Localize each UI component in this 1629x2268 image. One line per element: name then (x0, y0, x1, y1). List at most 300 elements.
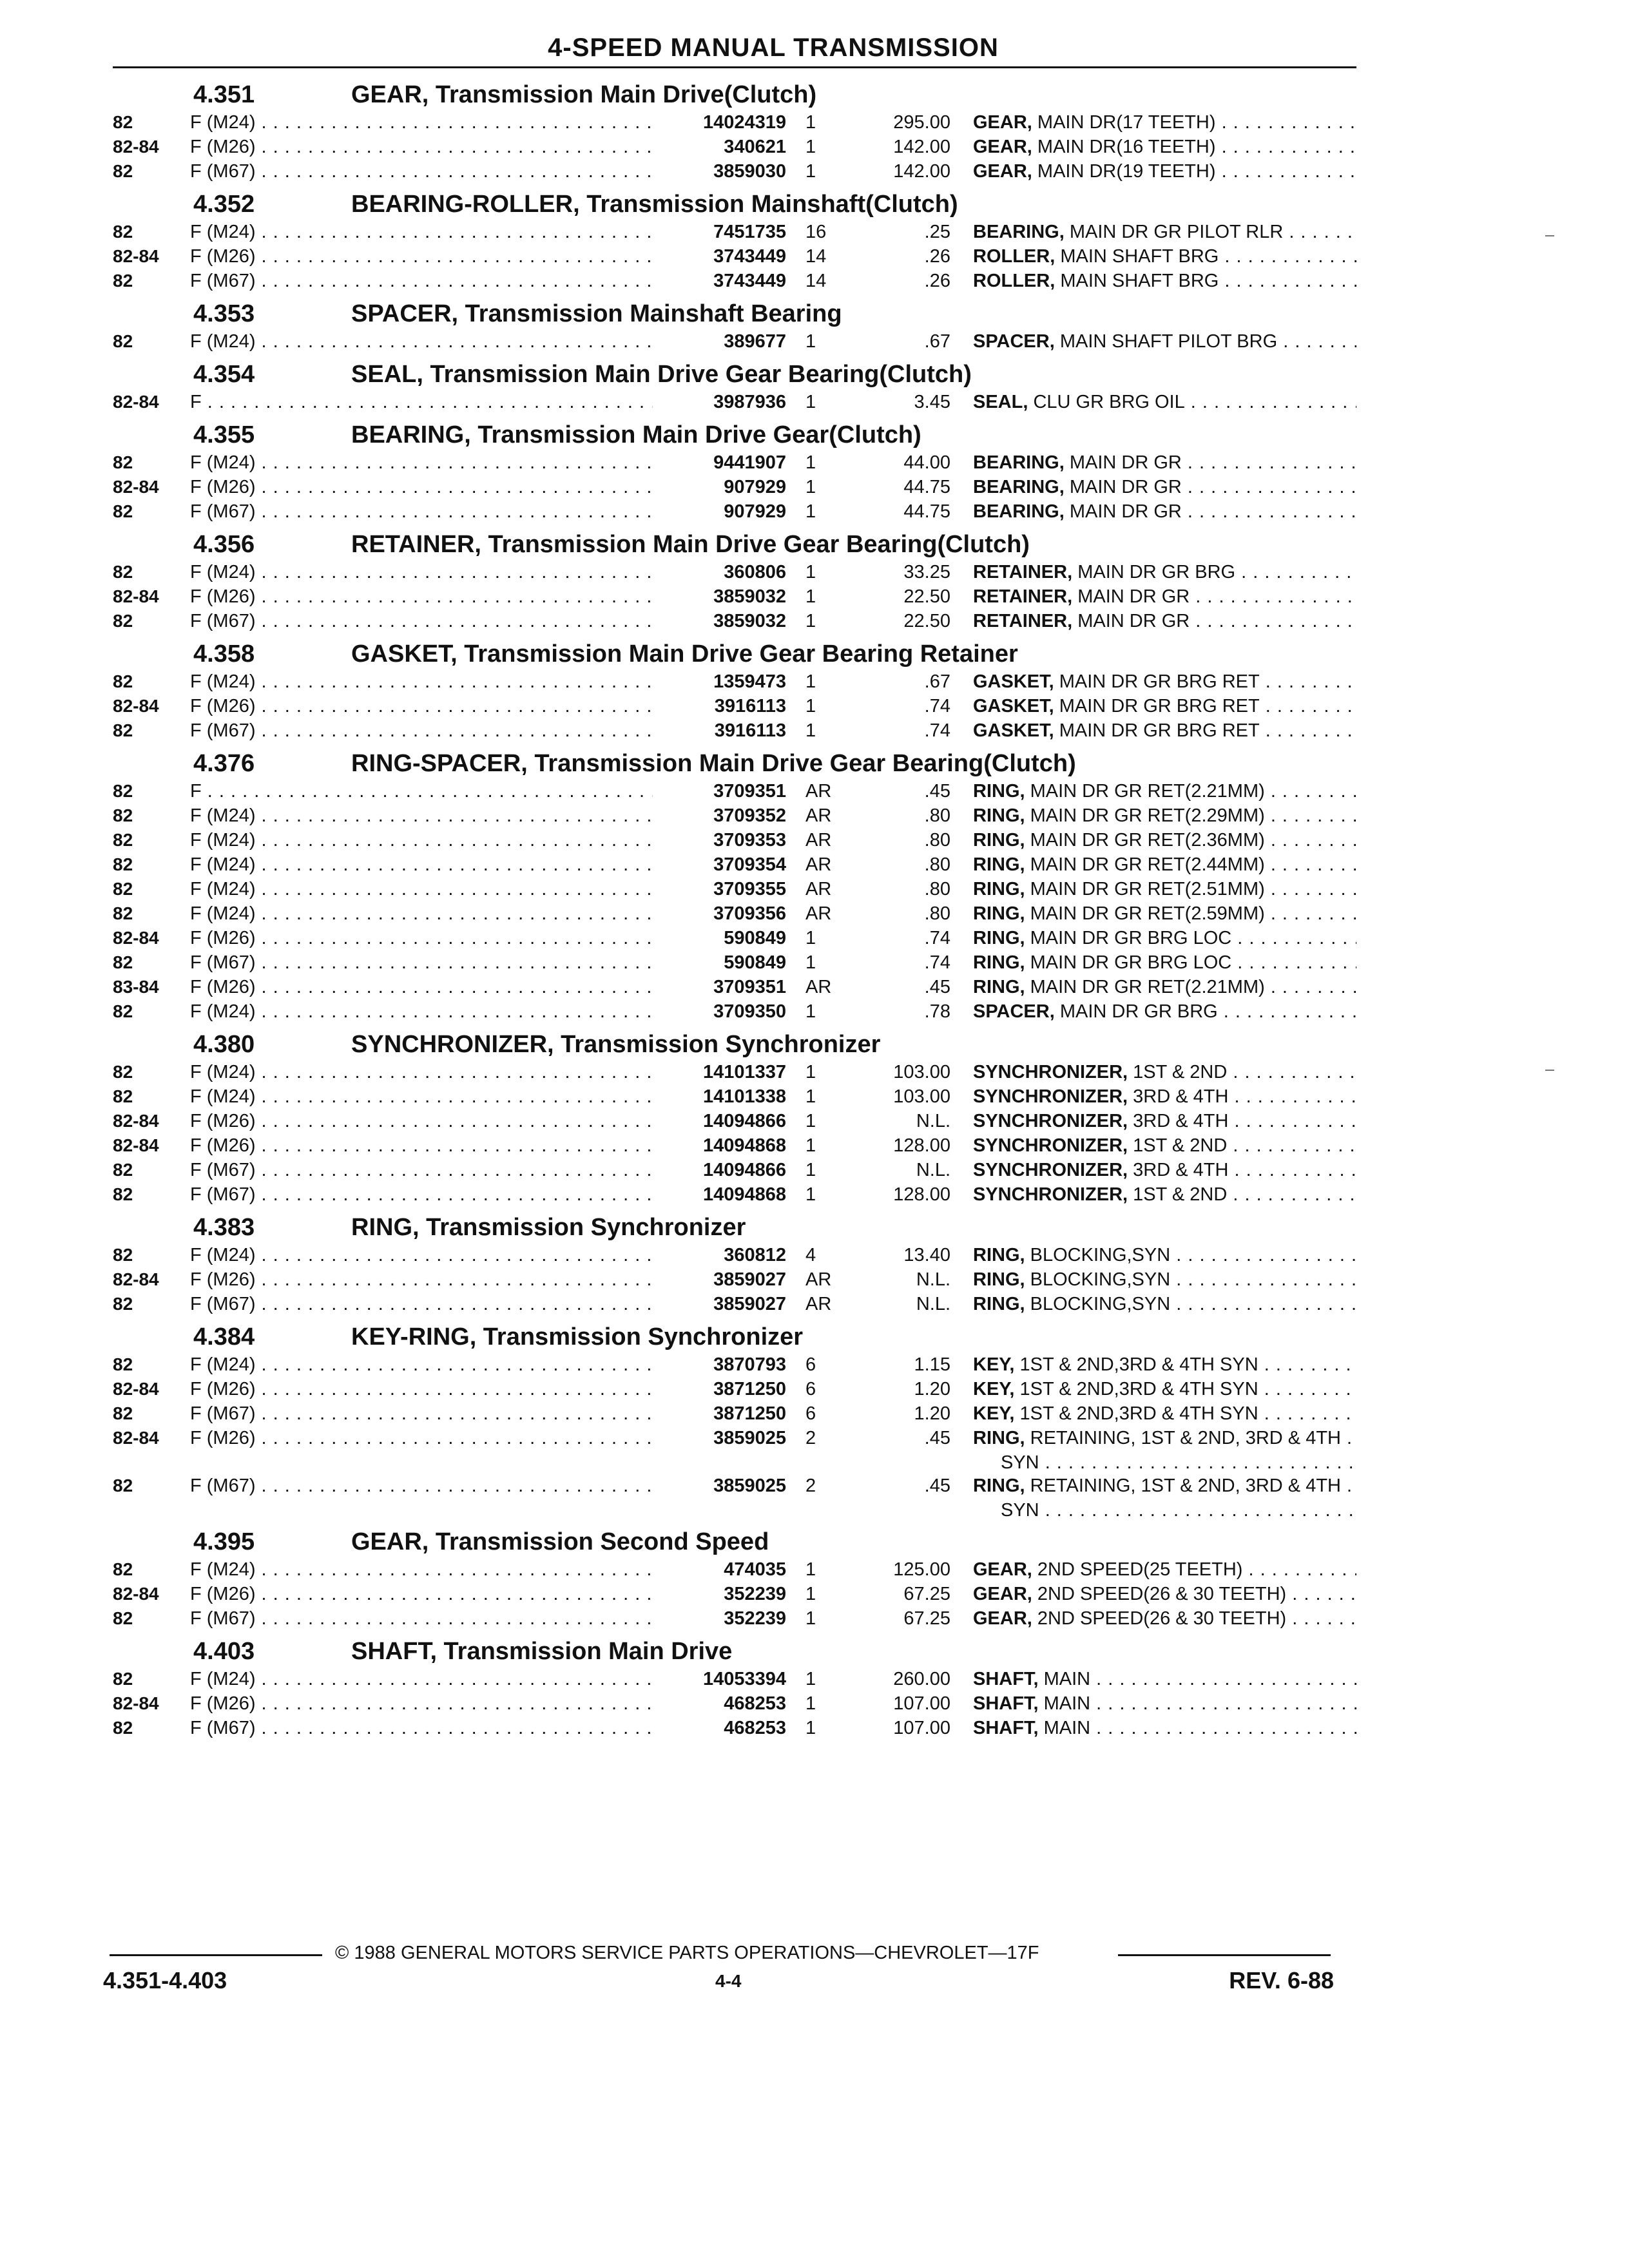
description-text: MAIN (1043, 1669, 1091, 1689)
price: 13.40 (903, 1245, 950, 1265)
part-row (113, 1135, 1356, 1160)
price: .74 (924, 952, 950, 973)
model-code: F (M67) . . . (190, 271, 653, 292)
model-code: F (M67) . . . (190, 161, 653, 182)
part-number: 3709356 (713, 903, 786, 924)
description-keyword: RING, (973, 854, 1025, 875)
model-year: 82-84 (113, 137, 159, 157)
model-year: 82-84 (113, 1111, 159, 1131)
part-row (113, 977, 1356, 1001)
part-description (973, 1584, 1356, 1605)
part-description (973, 331, 1356, 352)
section-number: 4.380 (193, 1031, 255, 1058)
section-header (113, 1213, 1356, 1245)
price: 142.00 (893, 137, 950, 157)
price: 67.25 (903, 1584, 950, 1604)
model-year: 82 (113, 854, 133, 874)
section-title: GEAR, Transmission Second Speed (351, 1528, 769, 1555)
section-number: 4.351 (193, 81, 255, 108)
part-row (113, 1062, 1356, 1086)
description-text: 3RD & 4TH (1133, 1086, 1229, 1107)
description-text: BLOCKING,SYN (1030, 1269, 1171, 1290)
part-number: 9441907 (713, 452, 786, 473)
part-description (973, 137, 1356, 158)
price: .80 (924, 903, 950, 924)
quantity: 1 (805, 1135, 816, 1156)
part-description (973, 586, 1356, 608)
part-number: 3859027 (713, 1269, 786, 1290)
quantity: AR (805, 781, 832, 802)
page-number: 4-4 (715, 1971, 742, 1991)
description-text: MAIN DR GR RET(2.51MM) (1030, 879, 1265, 899)
section-title: SHAFT, Transmission Main Drive (351, 1638, 733, 1665)
section-header (113, 420, 1356, 452)
description-text: MAIN DR GR (1077, 586, 1190, 607)
part-description (973, 854, 1356, 876)
model-code: F (M24) . . . (190, 222, 653, 243)
part-number: 907929 (724, 477, 786, 497)
part-number: 3709353 (713, 830, 786, 850)
model-code: F (M67) . . . (190, 611, 653, 632)
part-description (973, 952, 1356, 974)
part-number: 7451735 (713, 222, 786, 242)
model-code: F (M24) . . . (190, 331, 653, 352)
model-year: 82 (113, 805, 133, 825)
price: N.L. (916, 1111, 950, 1131)
model-code: F (M26) . . . (190, 1111, 653, 1132)
part-row (113, 137, 1356, 161)
part-row (113, 246, 1356, 271)
quantity: 1 (805, 1584, 816, 1604)
model-code: F (M26) . . . (190, 477, 653, 498)
part-description (973, 452, 1356, 474)
description-text: CLU GR BRG OIL (1033, 392, 1185, 412)
model-code: F (M26) . . . (190, 1269, 653, 1291)
part-number: 3709354 (713, 854, 786, 875)
parts-section (113, 530, 1356, 635)
description-keyword: RING, (973, 977, 1025, 997)
quantity: 2 (805, 1428, 816, 1448)
description-text: MAIN DR GR BRG (1059, 1001, 1218, 1022)
part-row (113, 1160, 1356, 1184)
header-rule (113, 66, 1356, 68)
model-year: 82 (113, 830, 133, 850)
part-description (973, 805, 1356, 827)
description-keyword: SYNCHRONIZER, (973, 1086, 1128, 1107)
price: .74 (924, 720, 950, 741)
model-code: F (M67) . . . (190, 952, 653, 974)
quantity: AR (805, 854, 832, 875)
description-keyword: SYNCHRONIZER, (973, 1135, 1128, 1156)
section-title: BEARING, Transmission Main Drive Gear(Clutch) (351, 421, 921, 448)
description-keyword: RING, (973, 952, 1025, 973)
description-text: MAIN DR(16 TEETH) (1037, 137, 1216, 157)
quantity: 1 (805, 586, 816, 607)
quantity: 1 (805, 611, 816, 631)
model-year: 82 (113, 1160, 133, 1180)
section-header (113, 1637, 1356, 1669)
quantity: 1 (805, 1693, 816, 1714)
description-text: MAIN DR GR BRG RET (1059, 720, 1260, 741)
description-keyword: RING, (973, 928, 1025, 948)
part-row (113, 586, 1356, 611)
parts-section (113, 1030, 1356, 1209)
price: .80 (924, 805, 950, 826)
part-description (973, 720, 1356, 742)
part-row (113, 161, 1356, 186)
price: .78 (924, 1001, 950, 1022)
description-text: MAIN DR(19 TEETH) (1037, 161, 1216, 182)
part-row (113, 1559, 1356, 1584)
part-number: 14101338 (702, 1086, 786, 1107)
part-row (113, 1245, 1356, 1269)
model-code: F (M24) . . . (190, 1354, 653, 1376)
parts-section (113, 189, 1356, 295)
description-continuation: SYN . . . (1001, 1452, 1356, 1474)
price: 33.25 (903, 562, 950, 582)
description-text: MAIN DR GR (1077, 611, 1190, 631)
quantity: 1 (805, 1184, 816, 1205)
part-number: 3859025 (713, 1475, 786, 1496)
part-description (973, 112, 1356, 133)
section-header (113, 299, 1356, 331)
part-number: 3871250 (713, 1403, 786, 1424)
description-continuation: SYN . . . (1001, 1500, 1356, 1521)
model-year: 82 (113, 1718, 133, 1738)
quantity: 16 (805, 222, 827, 242)
part-description (973, 879, 1356, 900)
model-year: 82 (113, 720, 133, 740)
model-year: 82 (113, 1294, 133, 1314)
part-description (973, 392, 1356, 413)
description-text: MAIN DR GR (1069, 477, 1182, 497)
description-keyword: BEARING, (973, 477, 1065, 497)
description-keyword: BEARING, (973, 501, 1065, 522)
part-description (973, 1428, 1356, 1449)
part-description (973, 222, 1356, 243)
description-keyword: SHAFT, (973, 1718, 1039, 1738)
section-number: 4.356 (193, 531, 255, 558)
quantity: 1 (805, 331, 816, 352)
price: N.L. (916, 1294, 950, 1314)
part-row (113, 1669, 1356, 1693)
part-number: 14094868 (702, 1135, 786, 1156)
price: 44.75 (903, 501, 950, 522)
description-text: MAIN SHAFT BRG (1060, 271, 1219, 291)
price: 44.75 (903, 477, 950, 497)
model-year: 82 (113, 501, 133, 521)
description-keyword: GEAR, (973, 137, 1032, 157)
description-keyword: SHAFT, (973, 1693, 1039, 1714)
price: N.L. (916, 1160, 950, 1180)
part-number: 352239 (724, 1584, 786, 1604)
description-text: BLOCKING,SYN (1030, 1294, 1171, 1314)
description-keyword: RING, (973, 1475, 1025, 1496)
page-title: 4-SPEED MANUAL TRANSMISSION (548, 34, 999, 62)
description-text: MAIN DR(17 TEETH) (1037, 112, 1216, 133)
model-code: F . . . (190, 392, 653, 413)
model-code: F (M67) . . . (190, 1294, 653, 1315)
description-text: 2ND SPEED(26 & 30 TEETH) (1037, 1584, 1287, 1604)
price: .26 (924, 271, 950, 291)
part-row (113, 611, 1356, 635)
revision-label: REV. 6-88 (1229, 1967, 1334, 1994)
part-number: 3870793 (713, 1354, 786, 1375)
description-text: 2ND SPEED(25 TEETH) (1037, 1559, 1243, 1580)
price: .67 (924, 331, 950, 352)
quantity: 1 (805, 928, 816, 948)
part-number: 14094866 (702, 1111, 786, 1131)
part-description (973, 671, 1356, 693)
section-title: RING-SPACER, Transmission Main Drive Gear Bearing(Clutch) (351, 750, 1076, 777)
quantity: AR (805, 805, 832, 826)
part-description (973, 1062, 1356, 1083)
quantity: 1 (805, 952, 816, 973)
part-row (113, 392, 1356, 416)
section-title: GASKET, Transmission Main Drive Gear Bearing Retainer (351, 640, 1018, 668)
section-number: 4.354 (193, 361, 255, 388)
model-code: F (M67) . . . (190, 501, 653, 523)
description-keyword: RING, (973, 1294, 1025, 1314)
quantity: 1 (805, 477, 816, 497)
part-description (973, 1269, 1356, 1291)
parts-section (113, 749, 1356, 1026)
price: 1.20 (914, 1379, 950, 1399)
description-keyword: BEARING, (973, 452, 1065, 473)
price: 107.00 (893, 1718, 950, 1738)
section-title: RING, Transmission Synchronizer (351, 1214, 746, 1241)
price: 260.00 (893, 1669, 950, 1689)
model-code: F (M26) . . . (190, 586, 653, 608)
description-text: 1ST & 2ND,3RD & 4TH SYN (1019, 1354, 1258, 1375)
part-description (973, 1001, 1356, 1023)
parts-section (113, 1527, 1356, 1633)
model-code: F (M67) . . . (190, 1184, 653, 1206)
description-keyword: SPACER, (973, 1001, 1055, 1022)
description-text: MAIN (1043, 1693, 1091, 1714)
description-keyword: GEAR, (973, 112, 1032, 133)
part-row (113, 1718, 1356, 1742)
quantity: 1 (805, 137, 816, 157)
part-description (973, 1354, 1356, 1376)
description-keyword: GASKET, (973, 720, 1054, 741)
part-description (973, 1086, 1356, 1108)
part-description (973, 928, 1356, 949)
model-year: 82 (113, 1062, 133, 1082)
description-keyword: SYNCHRONIZER, (973, 1184, 1128, 1205)
model-code: F (M67) . . . (190, 1403, 653, 1425)
price: 128.00 (893, 1184, 950, 1205)
model-code: F (M67) . . . (190, 1718, 653, 1739)
section-header (113, 360, 1356, 392)
scan-mark (1545, 1070, 1554, 1071)
model-year: 82 (113, 161, 133, 181)
section-title: SEAL, Transmission Main Drive Gear Bearing(Clutch) (351, 361, 972, 388)
description-text: MAIN DR GR BRG RET (1059, 696, 1260, 716)
part-row (113, 696, 1356, 720)
quantity: 1 (805, 161, 816, 182)
model-code: F (M24) . . . (190, 1086, 653, 1108)
part-number: 3859027 (713, 1294, 786, 1314)
description-text: MAIN DR GR PILOT RLR (1069, 222, 1284, 242)
model-year: 82 (113, 1403, 133, 1423)
section-title: RETAINER, Transmission Main Drive Gear Bearing(Clutch) (351, 531, 1030, 558)
description-text: MAIN (1043, 1718, 1091, 1738)
part-number: 340621 (724, 137, 786, 157)
description-keyword: RING, (973, 1269, 1025, 1290)
price: .45 (924, 781, 950, 802)
quantity: 2 (805, 1475, 816, 1496)
part-number: 3987936 (713, 392, 786, 412)
description-text: MAIN DR GR (1069, 501, 1182, 522)
parts-section (113, 1322, 1356, 1523)
quantity: 6 (805, 1354, 816, 1375)
part-number: 14101337 (702, 1062, 786, 1082)
part-number: 468253 (724, 1718, 786, 1738)
model-code: F (M24) . . . (190, 112, 653, 133)
part-number: 3709351 (713, 781, 786, 802)
quantity: 1 (805, 1062, 816, 1082)
model-code: F (M24) . . . (190, 805, 653, 827)
part-number: 14053394 (702, 1669, 786, 1689)
model-code: F (M24) . . . (190, 854, 653, 876)
part-number: 468253 (724, 1693, 786, 1714)
section-header (113, 639, 1356, 671)
model-code: F (M24) . . . (190, 1669, 653, 1690)
model-code: F (M24) . . . (190, 1559, 653, 1581)
quantity: 14 (805, 271, 827, 291)
scan-mark (1545, 235, 1554, 236)
model-code: F (M26) . . . (190, 1135, 653, 1157)
description-keyword: KEY, (973, 1379, 1015, 1399)
part-row (113, 1354, 1356, 1379)
model-year: 82 (113, 222, 133, 242)
model-year: 82-84 (113, 1269, 159, 1289)
part-row (113, 1403, 1356, 1428)
model-year: 82 (113, 1354, 133, 1374)
price: 1.15 (914, 1354, 950, 1375)
model-year: 82-84 (113, 1693, 159, 1713)
parts-section (113, 80, 1356, 186)
model-year: 82-84 (113, 246, 159, 266)
price: .80 (924, 879, 950, 899)
model-code: F (M24) . . . (190, 903, 653, 925)
quantity: AR (805, 1269, 832, 1290)
part-row (113, 1693, 1356, 1718)
part-row (113, 1294, 1356, 1318)
model-code: F (M24) . . . (190, 879, 653, 900)
quantity: 1 (805, 501, 816, 522)
part-number: 3709352 (713, 805, 786, 826)
price: 1.20 (914, 1403, 950, 1424)
part-row (113, 781, 1356, 805)
part-number: 3859030 (713, 161, 786, 182)
price: .25 (924, 222, 950, 242)
section-header (113, 80, 1356, 112)
model-year: 83-84 (113, 977, 159, 997)
model-code: F (M24) . . . (190, 830, 653, 851)
section-header (113, 749, 1356, 781)
model-code: F (M67) . . . (190, 720, 653, 742)
description-text: 1ST & 2ND (1133, 1135, 1228, 1156)
description-text: MAIN DR GR RET(2.21MM) (1030, 977, 1265, 997)
description-keyword: GASKET, (973, 696, 1054, 716)
quantity: AR (805, 1294, 832, 1314)
model-year: 82 (113, 1245, 133, 1265)
quantity: 1 (805, 1718, 816, 1738)
part-number: 3709350 (713, 1001, 786, 1022)
quantity: 1 (805, 112, 816, 133)
part-row (113, 477, 1356, 501)
model-year: 82 (113, 879, 133, 899)
price: 3.45 (914, 392, 950, 412)
part-description (973, 611, 1356, 632)
part-row (113, 1001, 1356, 1026)
model-code: F (M67) . . . (190, 1608, 653, 1629)
section-number: 4.383 (193, 1214, 255, 1241)
price: .80 (924, 854, 950, 875)
copyright-line (103, 1943, 1334, 1968)
part-row (113, 805, 1356, 830)
description-text: 3RD & 4TH (1133, 1160, 1229, 1180)
quantity: 1 (805, 392, 816, 412)
description-text: MAIN DR GR BRG RET (1059, 671, 1260, 692)
part-number: 590849 (724, 952, 786, 973)
description-text: MAIN SHAFT BRG (1060, 246, 1219, 267)
price: 295.00 (893, 112, 950, 133)
model-code: F (M24) . . . (190, 1001, 653, 1023)
model-code: F (M26) . . . (190, 1379, 653, 1400)
description-text: MAIN DR GR RET(2.29MM) (1030, 805, 1265, 826)
description-text: MAIN DR GR RET(2.21MM) (1030, 781, 1265, 802)
price: .45 (924, 1428, 950, 1448)
part-number: 3709355 (713, 879, 786, 899)
part-row (113, 562, 1356, 586)
parts-list (113, 80, 1356, 1742)
model-code: F (M26) . . . (190, 137, 653, 158)
model-code: F (M26) . . . (190, 1693, 653, 1715)
parts-section (113, 639, 1356, 745)
part-number: 3916113 (714, 720, 786, 741)
description-text: 1ST & 2ND,3RD & 4TH SYN (1019, 1379, 1258, 1399)
part-row (113, 903, 1356, 928)
part-description (973, 1184, 1356, 1206)
section-title: SPACER, Transmission Mainshaft Bearing (351, 300, 842, 327)
quantity: 1 (805, 1559, 816, 1580)
part-row (113, 1428, 1356, 1452)
part-number: 14094868 (702, 1184, 786, 1205)
description-text: MAIN DR GR BRG (1077, 562, 1236, 582)
model-year: 82-84 (113, 696, 159, 716)
description-keyword: SYNCHRONIZER, (973, 1160, 1128, 1180)
part-number: 352239 (724, 1608, 786, 1629)
model-year: 82 (113, 952, 133, 972)
part-description (973, 1403, 1356, 1425)
part-description (973, 562, 1356, 583)
model-code: F (M26) . . . (190, 1428, 653, 1449)
part-description (973, 830, 1356, 851)
part-number: 3859032 (713, 611, 786, 631)
part-description (973, 1111, 1356, 1132)
model-code: F (M24) . . . (190, 452, 653, 474)
part-description (973, 1294, 1356, 1315)
model-code: F (M26) . . . (190, 977, 653, 998)
price: 107.00 (893, 1693, 950, 1714)
description-text: 1ST & 2ND (1133, 1184, 1228, 1205)
part-number: 3871250 (713, 1379, 786, 1399)
quantity: 1 (805, 671, 816, 692)
description-keyword: RING, (973, 903, 1025, 924)
